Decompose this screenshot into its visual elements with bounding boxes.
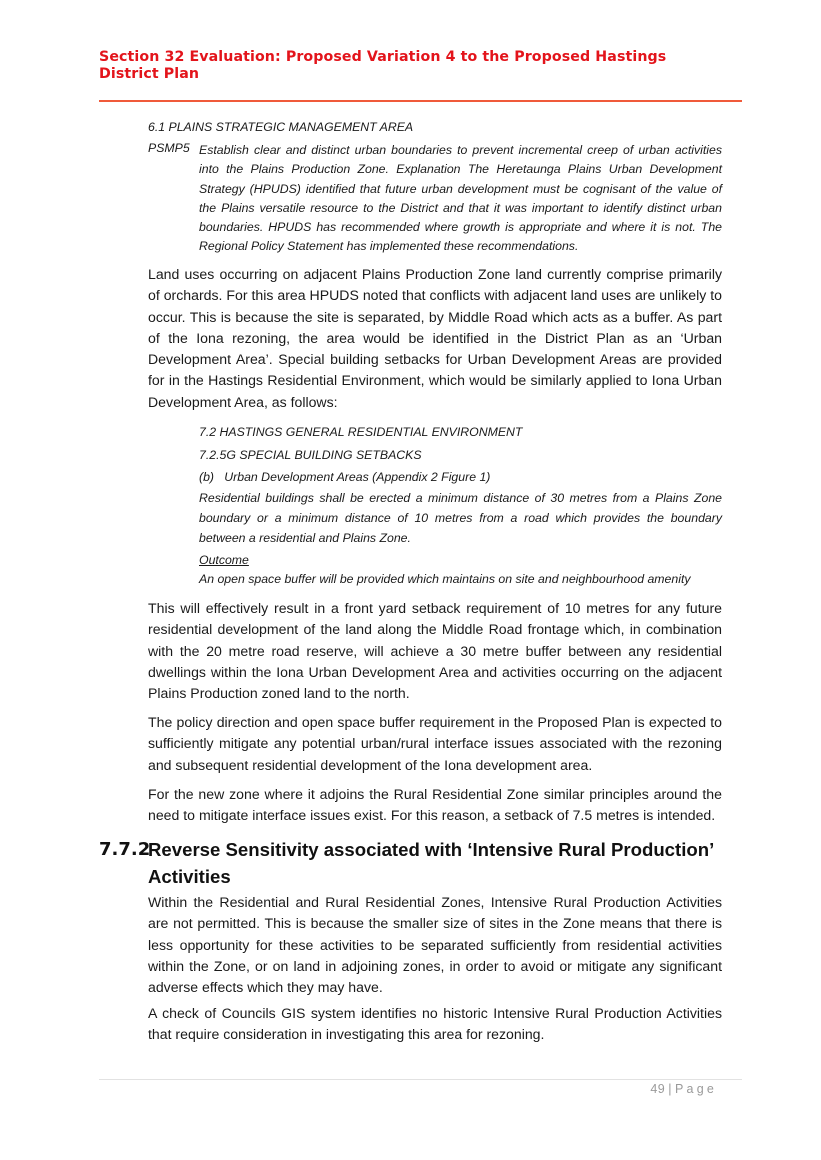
paragraph-policy-direction: The policy direction and open space buffer requirement in the Proposed Plan is expected to sufficiently mitigate any potential urban/rural interface issues associated with the rezoning and subsequent residential development of the Iona development area.: [148, 714, 722, 773]
section-heading: [99, 836, 739, 890]
rule-text: Residential buildings shall be erected a minimum distance of 30 metres from a Plains Zone boundary or a minimum distance of 10 metres from a road which provides the boundary between a residential and Plains Zone.: [199, 490, 722, 545]
quoted-policy-block: [148, 141, 722, 257]
rule-subheading: (b) Urban Development Areas (Appendix 2 Figure 1): [199, 470, 491, 485]
section-title: Reverse Sensitivity associated with ‘Intensive Rural Production’ Activities: [148, 839, 714, 887]
quoted-policy-heading: 6.1 PLAINS STRATEGIC MANAGEMENT AREA: [148, 120, 414, 134]
section-number: 7.7.2: [99, 839, 151, 860]
paragraph-rural-residential: For the new zone where it adjoins the Rural Residential Zone similar principles around the need to mitigate interface issues exist. For this reason, a setback of 7.5 metres is intended.: [148, 786, 722, 824]
rule-heading-environment: 7.2 HASTINGS GENERAL RESIDENTIAL ENVIRONMENT: [199, 425, 523, 439]
header-divider: [99, 100, 742, 102]
footer-divider: [99, 1079, 742, 1080]
paragraph-intensive-rural: Within the Residential and Rural Residential Zones, Intensive Rural Production Activities are not permitted. This is because the smaller size of sites in the Zone means that there is less opportunity for these activities to be separated sufficiently from residential activities within the Zone, or on land in adjoining zones, in order to avoid or mitigate any significant adverse effects which they may have.: [148, 894, 722, 996]
quoted-rule-block: [199, 423, 722, 590]
page-separator: |: [668, 1082, 672, 1096]
page-label: Page: [675, 1082, 717, 1096]
page-number: [650, 1082, 717, 1096]
policy-code: PSMP5: [148, 141, 190, 155]
page-number-value: 49: [650, 1082, 666, 1096]
rule-heading-setbacks: 7.2.5G SPECIAL BUILDING SETBACKS: [199, 447, 422, 462]
policy-text: Establish clear and distinct urban boundaries to prevent incremental creep of urban activities into the Plains Production Zone. Explanation The Heretaunga Plains Urban Development Strategy (HPUDS) identified that future urban development must be cognisant of the value of the Plains versatile resource to the District and that it was important to identify distinct urban boundaries. HPUDS has recommended where growth is appropriate and where it is not. The Regional Policy Statement has implemented these recommendations.: [199, 143, 722, 254]
document-header-title: Section 32 Evaluation: Proposed Variation 4 to the Proposed Hastings District Plan: [99, 49, 667, 82]
paragraph-gis-check: A check of Councils GIS system identifies no historic Intensive Rural Production Activities that require consideration in investigating this area for rezoning.: [148, 1005, 722, 1043]
paragraph-land-uses: Land uses occurring on adjacent Plains Production Zone land currently comprise primarily of orchards. For this area HPUDS noted that conflicts with adjacent land uses are unlikely to occur. This is because the site is separated, by Middle Road which acts as a buffer. As part of the Iona rezoning, the area would be identified in the District Plan as an ‘Urban Development Area’. Special building setbacks for Urban Development Areas are provided for in the Hastings Residential Environment, which would be similarly applied to Iona Urban Development Area, as follows:: [148, 266, 722, 410]
outcome-label: Outcome: [199, 552, 249, 567]
outcome-text: An open space buffer will be provided which maintains on site and neighbourhood amenity: [199, 572, 691, 587]
paragraph-setback-effect: This will effectively result in a front yard setback requirement of 10 metres for any future residential development of the land along the Middle Road frontage which, in combination with the 20 metre road reserve, will achieve a 30 metre buffer between any residential dwellings within the Iona Urban Development Area and activities occurring on the adjacent Plains Production zoned land to the north.: [148, 600, 722, 702]
